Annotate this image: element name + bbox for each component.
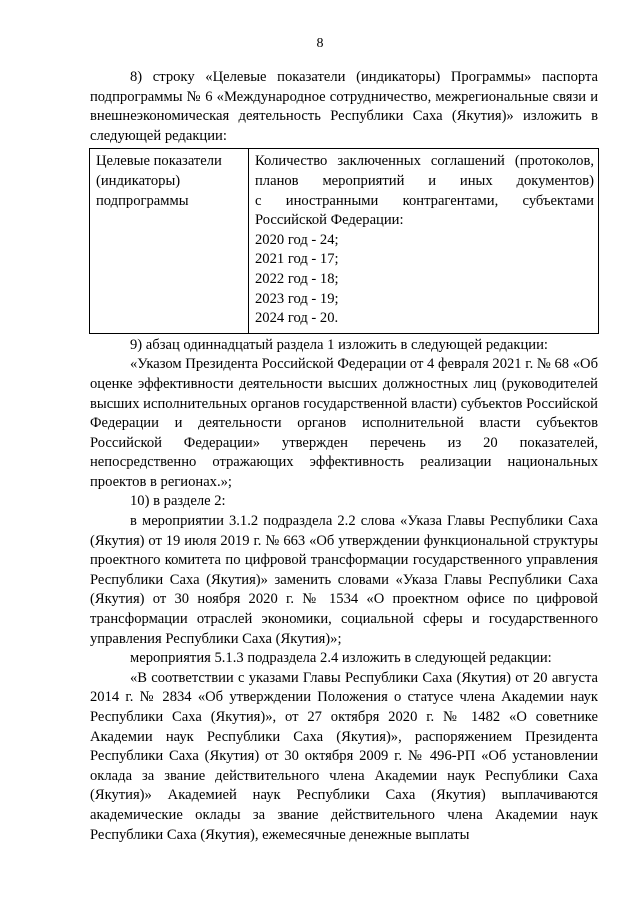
paragraph-item-8: 8) строку «Целевые показатели (индикаторы) Программы» паспорта подпрограммы № 6 «Международное сотрудничество, межрегиональные связи и внешнеэкономическая деятельность Республики Саха (Якутия)» изложить в следующей редакции: xyxy=(90,69,598,144)
table-year-line: 2021 год - 17; xyxy=(255,251,339,268)
table-year-line: 2023 год - 19; xyxy=(255,290,339,307)
indicators-table xyxy=(89,148,599,333)
table-intro-line: Количество заключенных соглашений (протоколов, xyxy=(255,153,594,170)
table-cell-label: Целевые показатели (индикаторы) подпрограммы xyxy=(90,149,249,333)
page-number: 8 xyxy=(316,36,324,51)
table-cell-value xyxy=(249,149,599,333)
table-row xyxy=(90,149,599,333)
table-year-line: 2024 год - 20. xyxy=(255,310,339,327)
paragraph-item-10-activity-3-1-2: в мероприятии 3.1.2 подраздела 2.2 слова «Указа Главы Республики Саха (Якутия) от 19 июля 2019 г. № 663 «Об утверждении функциональной структуры проектного комитета по цифровой трансформации государственного управления Республики Саха (Якутия)» заменить словами «Указа Главы Республики Саха (Якутия) от 30 ноября 2020 г. № 1534 «О проектном офисе по цифровой трансформации отраслей экономики, социальной сферы и государственного управления Республики Саха (Якутия)»; xyxy=(90,513,598,647)
table-intro-line: с иностранными контрагентами, субъектами xyxy=(255,192,594,209)
paragraph-item-9: 9) абзац одиннадцатый раздела 1 изложить в следующей редакции: xyxy=(130,336,548,353)
table-intro-line: планов мероприятий и иных документов) xyxy=(255,172,594,189)
table-year-line: 2020 год - 24; xyxy=(255,231,339,248)
table-year-line: 2022 год - 18; xyxy=(255,270,339,287)
paragraph-item-9-quote: «Указом Президента Российской Федерации от 4 февраля 2021 г. № 68 «Об оценке эффективности деятельности высших должностных лиц (руководителей высших исполнительных органов государственной власти) субъектов Российской Федерации и деятельности органов исполнительной власти субъектов Российской Федерации» утвержден перечень из 20 показателей, непосредственно отражающих эффективность реализации национальных проектов в регионах.»; xyxy=(90,356,598,490)
paragraph-item-10-activity-5-1-3: мероприятия 5.1.3 подраздела 2.4 изложить в следующей редакции: xyxy=(130,650,552,667)
paragraph-item-10-quote: «В соответствии с указами Главы Республики Саха (Якутия) от 20 августа 2014 г. № 2834 «Об утверждении Положения о статусе члена Академии наук Республики Саха (Якутия)», от 27 октября 2020 г. № 1482 «О советнике Академии наук Республики Саха (Якутия)», распоряжением Президента Республики Саха (Якутия) от 30 октября 2009 г. № 496-РП «Об установлении оклада за звание действительного члена Академии наук Республики Саха (Якутия)» Академией наук Республики Саха (Якутия) выплачиваются академические оклады за звание действительного члена Академии наук Республики Саха (Якутия), ежемесячные денежные выплаты xyxy=(90,669,598,843)
document-body xyxy=(90,68,598,845)
table-intro-line: Российской Федерации: xyxy=(255,212,404,229)
paragraph-item-10: 10) в разделе 2: xyxy=(130,493,226,510)
